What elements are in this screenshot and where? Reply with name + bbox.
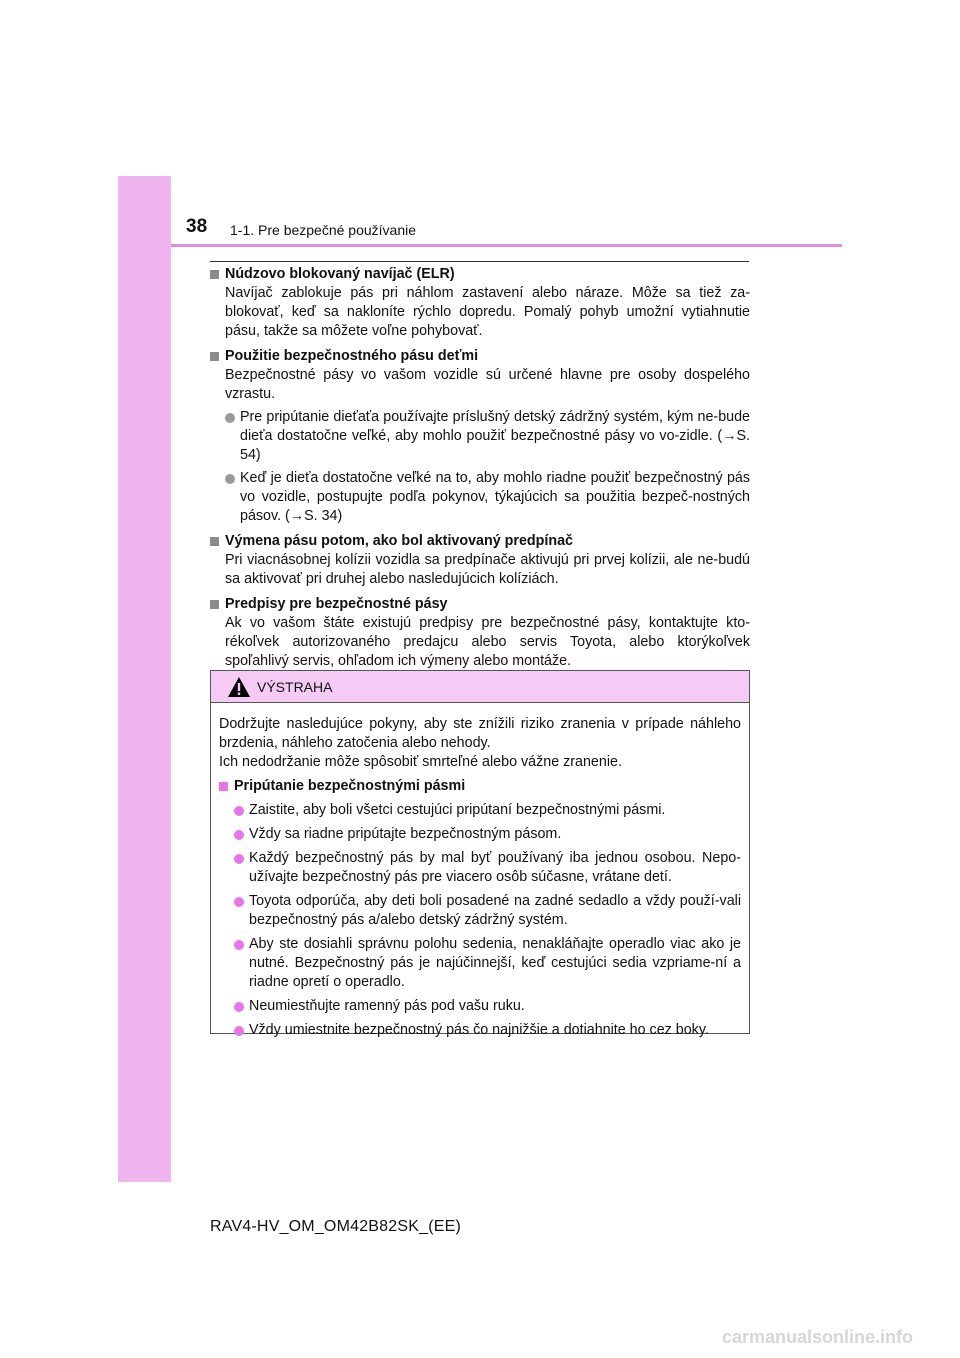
list-item (219, 892, 741, 930)
list-item-text: Každý bezpečnostný pás by mal byť používaný iba jednou osobou. Nepo-užívajte bezpečnostný pás pre viacero osôb súčasne, vrátane detí. (249, 850, 741, 885)
section-heading: Núdzovo blokovaný navíjač (ELR) (225, 266, 455, 282)
list-item (210, 408, 750, 465)
list-item-text: Pre pripútanie dieťaťa používajte príslušný detský zádržný systém, kým ne-bude dieťa dostatočne veľké, aby mohlo použiť bezpečnostné pásy vo vo-zidle. (→S. 54) (240, 409, 750, 463)
list-item-text: Aby ste dosiahli správnu polohu sedenia, nenakláňajte operadlo viac ako je nutné. Bezpečnostný pás je najúčinnejší, keď cestujúci sedia vzpriame-ní a riadne opretí o operadlo. (249, 936, 741, 990)
list-item-text: Toyota odporúča, aby deti boli posadené na zadné sedadlo a vždy použí-vali bezpečnostný pás a/alebo detský zádržný systém. (249, 893, 741, 928)
section-paragraph: Bezpečnostné pásy vo vašom vozidle sú určené hlavne pre osoby dospelého vzrastu. (225, 367, 750, 402)
circle-bullet-icon (234, 1026, 244, 1036)
section-children (210, 347, 750, 526)
warning-triangle-icon (227, 676, 251, 698)
warning-body (211, 703, 749, 1040)
content-top-rule (210, 261, 749, 262)
section-paragraph: Navíjač zablokuje pás pri náhlom zastavení alebo náraze. Môže sa tiež za-blokovať, keď sa nakloníte rýchlo dopredu. Pomalý pohyb umožní vytiahnutie pásu, takže sa môžete voľne pohybovať. (225, 285, 750, 339)
section-heading: Predpisy pre bezpečnostné pásy (225, 596, 448, 612)
watermark: carmanualsonline.info (722, 1327, 914, 1347)
square-bullet-icon (210, 537, 219, 546)
circle-bullet-icon (225, 413, 235, 423)
square-bullet-icon (210, 270, 219, 279)
list-item-text: Vždy umiestnite bezpečnostný pás čo najnižšie a dotiahnite ho cez boky. (249, 1022, 709, 1038)
section-pretensioner (210, 532, 750, 589)
section-elr (210, 265, 750, 341)
square-bullet-icon (219, 782, 228, 791)
circle-bullet-icon (234, 897, 244, 907)
warning-header (211, 671, 749, 703)
square-bullet-icon (210, 600, 219, 609)
warning-subheading: Pripútanie bezpečnostnými pásmi (234, 778, 466, 794)
circle-bullet-icon (234, 1002, 244, 1012)
document-code: RAV4-HV_OM_OM42B82SK_(EE) (210, 1218, 462, 1235)
circle-bullet-icon (234, 854, 244, 864)
list-item-text: Neumiestňujte ramenný pás pod vašu ruku. (249, 998, 525, 1014)
header-rule (171, 244, 842, 247)
list-item (219, 801, 741, 820)
section-heading: Použitie bezpečnostného pásu deťmi (225, 348, 479, 364)
list-item (219, 1021, 741, 1040)
section-regulations (210, 595, 750, 671)
list-item (219, 849, 741, 887)
circle-bullet-icon (234, 940, 244, 950)
square-bullet-icon (210, 352, 219, 361)
section-paragraph: Pri viacnásobnej kolízii vozidla sa predpínače aktivujú pri prvej kolízii, ale ne-budú sa aktivovať pri druhej alebo nasledujúcich kolíziách. (225, 552, 750, 587)
warning-title: VÝSTRAHA (257, 678, 333, 695)
circle-bullet-icon (234, 806, 244, 816)
circle-bullet-icon (234, 830, 244, 840)
list-item (219, 825, 741, 844)
main-content (210, 265, 750, 677)
section-heading: Výmena pásu potom, ako bol aktivovaný predpínač (225, 533, 573, 549)
list-item (210, 469, 750, 526)
list-item-text: Vždy sa riadne pripútajte bezpečnostným pásom. (249, 826, 562, 842)
page-number: 38 (186, 216, 208, 237)
circle-bullet-icon (225, 474, 235, 484)
warning-intro: Ich nedodržanie môže spôsobiť smrteľné alebo vážne zranenie. (219, 754, 622, 770)
list-item (219, 997, 741, 1016)
side-color-strip (118, 176, 171, 1182)
list-item-text: Zaistite, aby boli všetci cestujúci pripútaní bezpečnostnými pásmi. (249, 802, 666, 818)
list-item-text: Keď je dieťa dostatočne veľké na to, aby mohlo riadne použiť bezpečnostný pás vo vozidle, postupujte podľa pokynov, týkajúcich sa použitia bezpeč-nostných pásov. (→S. 34) (240, 470, 750, 524)
section-paragraph: Ak vo vašom štáte existujú predpisy pre bezpečnostné pásy, kontaktujte kto-rékoľvek autorizovaného predajcu alebo servis Toyota, alebo ktorýkoľvek spoľahlivý servis, ohľadom ich výmeny alebo montáže. (225, 615, 750, 669)
warning-intro: Dodržujte nasledujúce pokyny, aby ste znížili riziko zranenia v prípade náhleho brzdenia, náhleho zatočenia alebo nehody. (219, 716, 741, 751)
list-item (219, 935, 741, 992)
warning-box (210, 670, 750, 1038)
running-header: 1-1. Pre bezpečné používanie (230, 222, 417, 238)
